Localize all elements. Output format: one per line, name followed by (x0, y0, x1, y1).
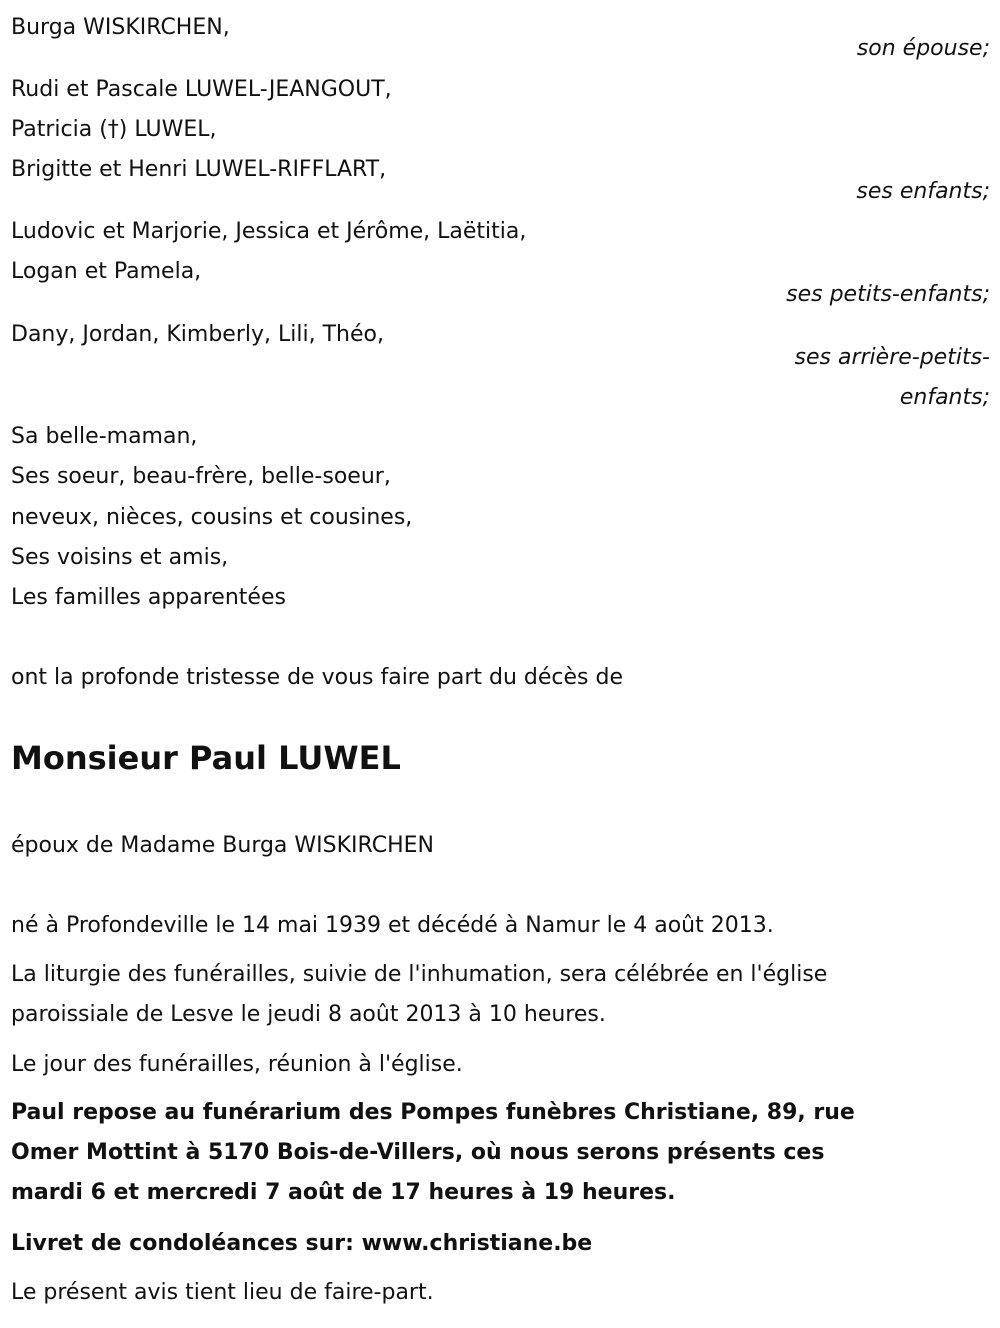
spouse-name: Burga WISKIRCHEN, (11, 15, 230, 40)
liturgy: paroissiale de Lesve le jeudi 8 août 2013 à 10 heures. (11, 1002, 606, 1027)
great-grandchildren-role: ses arrière-petits- (794, 345, 990, 370)
child-name: Brigitte et Henri LUWEL-RIFFLART, (11, 157, 387, 182)
great-grandchild-names: Dany, Jordan, Kimberly, Lili, Théo, (11, 322, 384, 347)
condolences-link[interactable]: Livret de condoléances sur: www.christiane.be (11, 1231, 593, 1256)
grandchildren-role: ses petits-enfants; (786, 282, 990, 307)
children-role: ses enfants; (856, 179, 990, 204)
visitation: Paul repose au funérarium des Pompes funèbres Christiane, 89, rue (11, 1100, 855, 1125)
child-name: Rudi et Pascale LUWEL-JEANGOUT, (11, 77, 392, 102)
liturgy: La liturgie des funérailles, suivie de l'inhumation, sera célébrée en l'église (11, 962, 828, 987)
closing: Le présent avis tient lieu de faire-part. (11, 1280, 434, 1305)
grandchild-names: Logan et Pamela, (11, 259, 202, 284)
other-relatives: Sa belle-maman, (11, 424, 198, 449)
child-name: Patricia (†) LUWEL, (11, 117, 217, 142)
visitation: Omer Mottint à 5170 Bois-de-Villers, où nous serons présents ces (11, 1140, 825, 1165)
spouse-role: son épouse; (856, 36, 990, 61)
reunion: Le jour des funérailles, réunion à l'église. (11, 1052, 463, 1077)
great-grandchildren-role: enfants; (899, 385, 990, 410)
other-relatives: Les familles apparentées (11, 585, 286, 610)
announcement: ont la profonde tristesse de vous faire part du décès de (11, 665, 623, 690)
birth-death: né à Profondeville le 14 mai 1939 et décédé à Namur le 4 août 2013. (11, 913, 774, 938)
other-relatives: neveux, nièces, cousins et cousines, (11, 505, 413, 530)
visitation: mardi 6 et mercredi 7 août de 17 heures à 19 heures. (11, 1180, 676, 1205)
other-relatives: Ses voisins et amis, (11, 545, 229, 570)
deceased-name: Monsieur Paul LUWEL (11, 739, 401, 777)
grandchild-names: Ludovic et Marjorie, Jessica et Jérôme, Laëtitia, (11, 219, 527, 244)
other-relatives: Ses soeur, beau-frère, belle-soeur, (11, 464, 391, 489)
spouse-line: époux de Madame Burga WISKIRCHEN (11, 833, 434, 858)
